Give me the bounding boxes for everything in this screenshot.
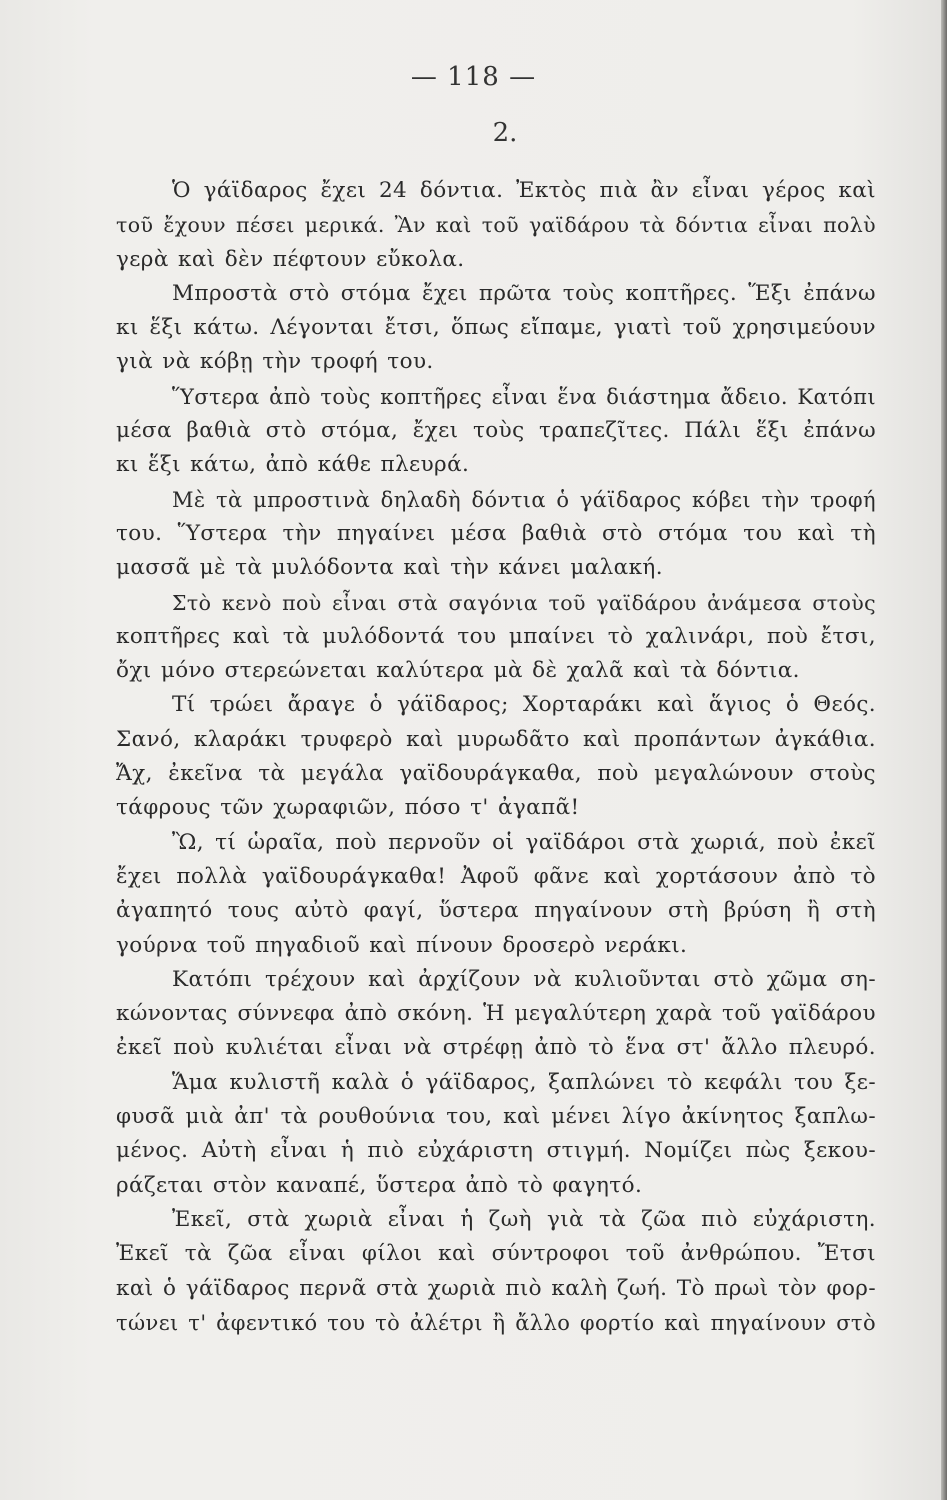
text-line: Μὲ τὰ μπροστινὰ δηλαδὴ δόντια ὁ γάϊδαρος κόβει τὴν τροφή [172, 487, 876, 512]
text-line: Ὕστερα ἀπὸ τοὺς κοπτῆρες εἶναι ἕνα διάστημα ἄδειο. Κατόπι [172, 384, 876, 409]
text-line: γερὰ καὶ δὲν πέφτουν εὔκολα. [116, 246, 465, 272]
text-line: ὄχι μόνο στερεώνεται καλύτερα μὰ δὲ χαλᾶ καὶ τὰ δόντια. [116, 658, 800, 684]
page-number: — 118 — [410, 62, 537, 92]
text-line: Ἐκεῖ, στὰ χωριὰ εἶναι ἡ ζωὴ γιὰ τὰ ζῶα πιὸ εὐχάριστη. [172, 1206, 876, 1232]
text-line: Τί τρώει ἄραγε ὁ γάϊδαρος; Χορταράκι καὶ ἅγιος ὁ Θεός. [172, 692, 876, 718]
text-line: μασσᾶ μὲ τὰ μυλόδοντα καὶ τὴν κάνει μαλακή. [116, 555, 663, 581]
text-line: ράζεται στὸν καναπέ, ὕστερα ἀπὸ τὸ φαγητό. [116, 1172, 643, 1198]
section-number: 2. [492, 118, 518, 148]
text-line: μέσα βαθιὰ στὸ στόμα, ἔχει τοὺς τραπεζῖτες. Πάλι ἕξι ἐπάνω [116, 418, 876, 444]
text-line: τοῦ ἔχουν πέσει μερικά. Ἂν καὶ τοῦ γαϊδάρου τὰ δόντια εἶναι πολὺ [116, 213, 876, 238]
text-line: Μπροστὰ στὸ στόμα ἔχει πρῶτα τοὺς κοπτῆρες. Ἕξι ἐπάνω [172, 280, 876, 306]
text-line: Σανό, κλαράκι τρυφερὸ καὶ μυρωδᾶτο καὶ προπάντων ἀγκάθια. [116, 726, 876, 752]
text-line: του. Ὕστερα τὴν πηγαίνει μέσα βαθιὰ στὸ στόμα του καὶ τὴ [116, 520, 876, 546]
text-line: κοπτῆρες καὶ τὰ μυλόδοντά του μπαίνει τὸ χαλινάρι, ποὺ ἔτσι, [116, 623, 876, 649]
text-line: Ὢ, τί ὡραῖα, ποὺ περνοῦν οἱ γαϊδάροι στὰ χωριά, ποὺ ἐκεῖ [172, 829, 876, 855]
text-line: Ἄχ, ἐκεῖνα τὰ μεγάλα γαϊδουράγκαθα, ποὺ μεγαλώνουν στοὺς [116, 761, 876, 787]
text-line: κι ἕξι κάτω, ἀπὸ κάθε πλευρά. [116, 452, 470, 478]
text-line: μένος. Αὐτὴ εἶναι ἡ πιὸ εὐχάριστη στιγμή. Νομίζει πὼς ξεκου- [116, 1138, 876, 1164]
text-line: κι ἕξι κάτω. Λέγονται ἔτσι, ὅπως εἴπαμε, γιατὶ τοῦ χρησιμεύουν [116, 315, 876, 341]
page-edge-shadow [941, 0, 947, 1500]
text-line: κώνοντας σύννεφα ἀπὸ σκόνη. Ἡ μεγαλύτερη χαρὰ τοῦ γαϊδάρου [116, 1001, 876, 1027]
text-line: φυσᾶ μιὰ ἀπ' τὰ ρουθούνια του, καὶ μένει λίγο ἀκίνητος ξαπλω- [116, 1104, 876, 1130]
text-line: τώνει τ' ἀφεντικό του τὸ ἀλέτρι ἢ ἄλλο φορτίο καὶ πηγαίνουν στὸ [116, 1310, 876, 1335]
text-line: Ἅμα κυλιστῆ καλὰ ὁ γάϊδαρος, ξαπλώνει τὸ κεφάλι του ξε- [172, 1069, 876, 1095]
text-line: ἔχει πολλὰ γαϊδουράγκαθα! Ἀφοῦ φᾶνε καὶ χορτάσουν ἀπὸ τὸ [116, 863, 876, 889]
text-line: Ὁ γάϊδαρος ἔχει 24 δόντια. Ἐκτὸς πιὰ ἂν εἶναι γέρος καὶ [172, 178, 876, 203]
text-line: καὶ ὁ γάϊδαρος περνᾶ στὰ χωριὰ πιὸ καλὴ ζωή. Τὸ πρωὶ τὸν φορ- [116, 1275, 876, 1301]
text-line: Στὸ κενὸ ποὺ εἶναι στὰ σαγόνια τοῦ γαϊδάρου ἀνάμεσα στοὺς [172, 590, 876, 615]
text-line: γιὰ νὰ κόβῃ τὴν τροφή του. [116, 349, 434, 375]
text-line: Ἐκεῖ τὰ ζῶα εἶναι φίλοι καὶ σύντροφοι τοῦ ἀνθρώπου. Ἔτσι [116, 1241, 876, 1267]
text-line: γούρνα τοῦ πηγαδιοῦ καὶ πίνουν δροσερὸ νεράκι. [116, 932, 688, 958]
text-line: ἐκεῖ ποὺ κυλιέται εἶναι νὰ στρέφῃ ἀπὸ τὸ ἕνα στ' ἄλλο πλευρό. [116, 1035, 876, 1061]
text-line: ἀγαπητό τους αὐτὸ φαγί, ὕστερα πηγαίνουν στὴ βρύση ἢ στὴ [116, 898, 876, 924]
text-line: Κατόπι τρέχουν καὶ ἀρχίζουν νὰ κυλιοῦνται στὸ χῶμα ση- [172, 966, 876, 992]
body-text [116, 174, 876, 1340]
text-line: τάφρους τῶν χωραφιῶν, πόσο τ' ἀγαπᾶ! [116, 795, 580, 821]
